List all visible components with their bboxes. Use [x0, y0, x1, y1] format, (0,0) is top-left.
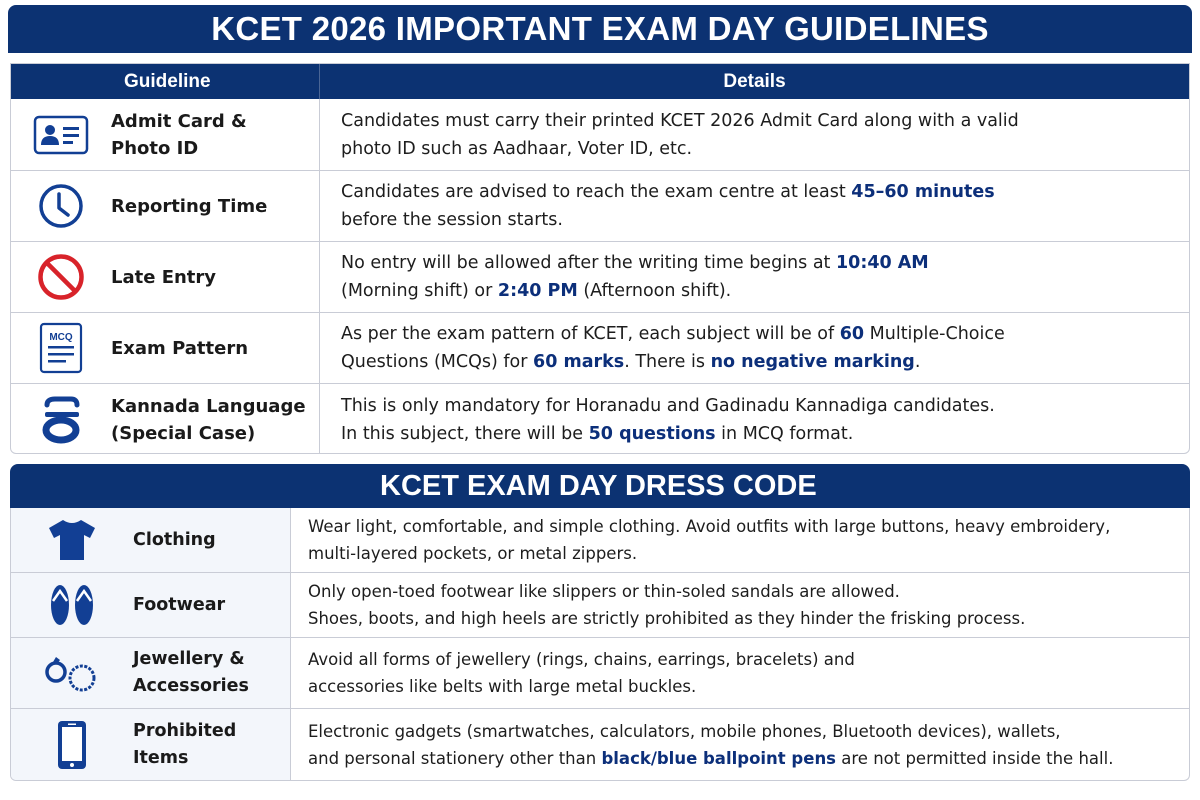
highlight-text: 45–60 minutes: [851, 182, 995, 202]
guideline-details: This is only mandatory for Horanadu and Gadinadu Kannadiga candidates. In this subject, there will be 50 questions in MCQ format.: [341, 395, 995, 444]
table-row-admit-card: [11, 99, 1189, 171]
dress-code-label: Prohibited Items: [133, 721, 237, 768]
table-row-prohibited-items: [11, 709, 1189, 781]
svg-text:MCQ: MCQ: [49, 332, 73, 343]
table-row-jewellery: [11, 638, 1189, 709]
clock-icon: [11, 182, 111, 230]
page-title: KCET 2026 IMPORTANT EXAM DAY GUIDELINES: [211, 10, 989, 47]
dress-code-title-banner: [10, 464, 1190, 508]
page-title-banner: [8, 5, 1192, 53]
guideline-label: Exam Pattern: [111, 337, 249, 359]
guideline-label: Kannada Language (Special Case): [111, 395, 306, 444]
table-row-late-entry: [11, 242, 1189, 313]
column-header-details: Details: [723, 70, 786, 92]
highlight-text: 10:40 AM: [835, 253, 929, 273]
dress-code-title: KCET EXAM DAY DRESS CODE: [380, 469, 817, 502]
guideline-details: No entry will be allowed after the writing time begins at 10:40 AM (Morning shift) or 2:40 PM (Afternoon shift).: [341, 253, 929, 301]
dress-code-details: Only open-toed footwear like slippers or thin-soled sandals are allowed. Shoes, boots, and high heels are strictly prohibited as they hinder the frisking process.: [308, 582, 1026, 628]
kannada-letter-icon: [11, 395, 111, 445]
tshirt-icon: [11, 518, 133, 562]
dress-code-label: Footwear: [133, 594, 226, 615]
no-entry-icon: [11, 252, 111, 302]
guideline-details: Candidates are advised to reach the exam centre at least 45–60 minutes before the session starts.: [341, 182, 995, 230]
table-row-kannada-language: [11, 384, 1189, 454]
highlight-text: 60: [839, 324, 865, 344]
highlight-text: no negative marking: [710, 352, 915, 372]
ring-bracelet-icon: [11, 650, 133, 696]
dress-code-details: Electronic gadgets (smartwatches, calculators, mobile phones, Bluetooth devices), wallets, and personal stationery other than black/blue ballpoint pens are not permitted inside the hall.: [308, 722, 1114, 768]
mcq-document-icon: [11, 322, 111, 374]
highlight-text: black/blue ballpoint pens: [601, 749, 837, 768]
table-row-exam-pattern: [11, 313, 1189, 384]
guideline-details: As per the exam pattern of KCET, each subject will be of 60 Multiple-Choice Questions (MCQs) for 60 marks. There is no negative marking.: [341, 324, 1005, 372]
guideline-label: Late Entry: [111, 266, 217, 288]
dress-code-label: Jewellery & Accessories: [133, 649, 249, 696]
dress-code-label: Clothing: [133, 529, 216, 550]
guideline-details: Candidates must carry their printed KCET 2026 Admit Card along with a valid photo ID such as Aadhaar, Voter ID, etc.: [341, 110, 1019, 159]
dress-code-details: Wear light, comfortable, and simple clothing. Avoid outfits with large buttons, heavy embroidery, multi-layered pockets, or metal zippers.: [308, 517, 1111, 563]
guideline-label: Admit Card & Photo ID: [111, 110, 247, 159]
id-card-icon: [11, 115, 111, 155]
guidelines-table: [10, 63, 1190, 454]
highlight-text: 2:40 PM: [497, 281, 578, 301]
table-row-reporting-time: [11, 171, 1189, 242]
highlight-text: 60 marks: [533, 352, 625, 372]
column-header-guideline: Guideline: [124, 70, 211, 92]
guidelines-table-header: [11, 64, 1189, 99]
flip-flops-icon: [11, 583, 133, 627]
table-row-footwear: [11, 573, 1189, 638]
smartphone-icon: [11, 719, 133, 771]
highlight-text: 50 questions: [588, 423, 716, 444]
dress-code-table: [10, 508, 1190, 781]
table-row-clothing: [11, 508, 1189, 573]
dress-code-details: Avoid all forms of jewellery (rings, chains, earrings, bracelets) and accessories like belts with large metal buckles.: [308, 650, 855, 696]
guideline-label: Reporting Time: [111, 195, 268, 217]
